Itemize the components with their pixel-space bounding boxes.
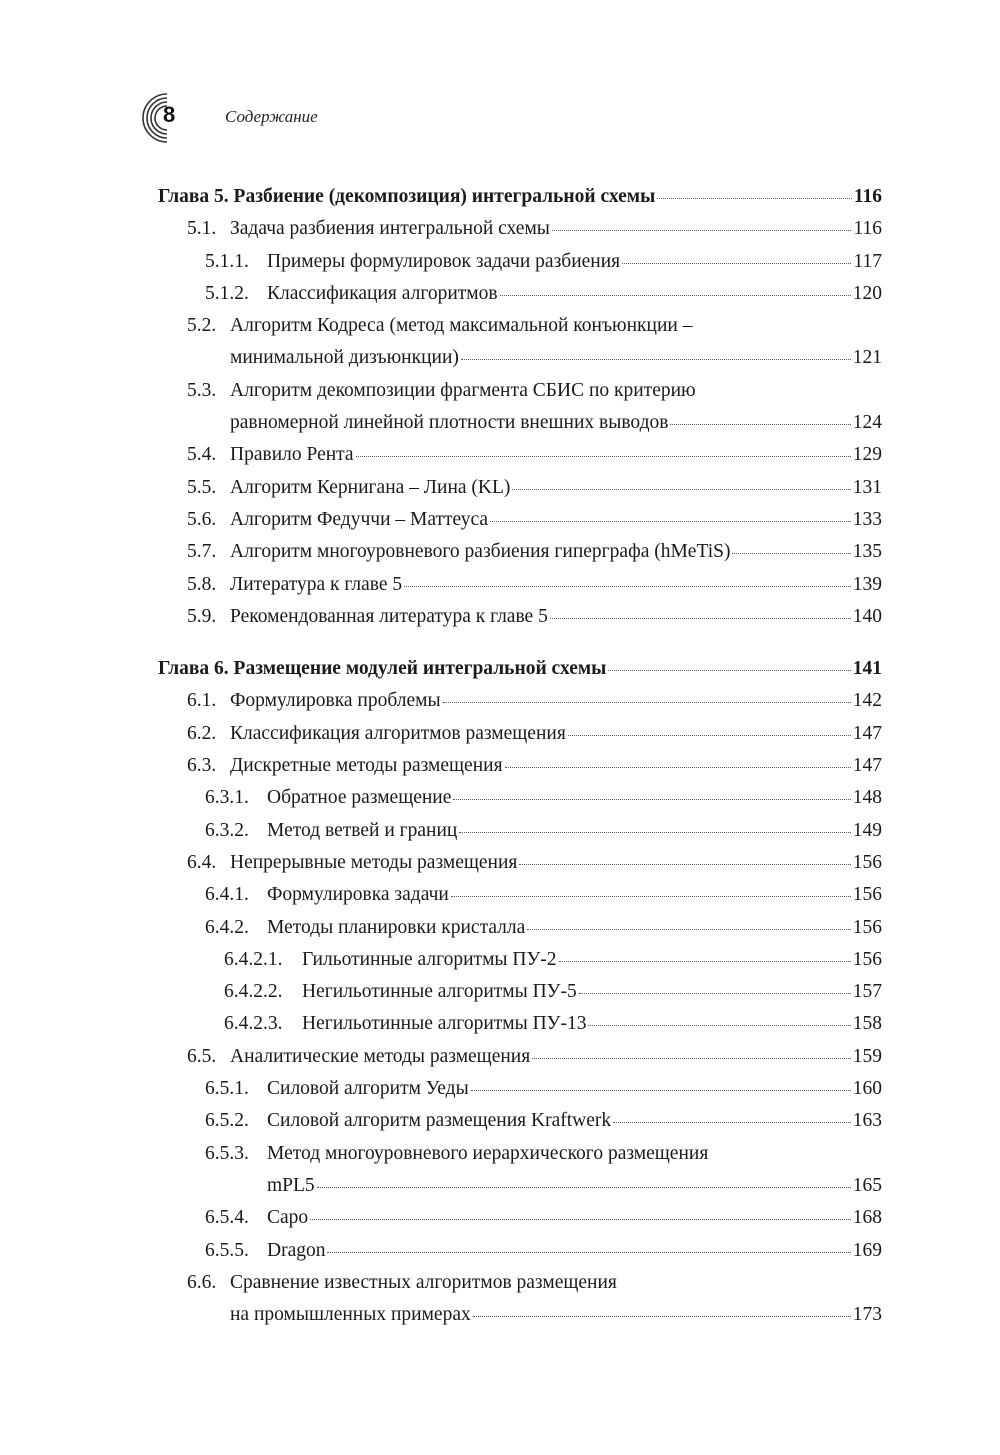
toc-entry-number: 6.3.2. bbox=[205, 819, 249, 841]
toc-page-number: 140 bbox=[852, 605, 882, 627]
toc-entry[interactable] bbox=[158, 278, 882, 310]
toc-entry-title: Аналитические методы размещения bbox=[230, 1045, 531, 1067]
toc-entry[interactable] bbox=[158, 944, 882, 976]
dot-leader bbox=[670, 424, 850, 425]
toc-entry-title: Непрерывные методы размещения bbox=[230, 851, 518, 873]
toc-entry-number: 6.5.3. bbox=[205, 1142, 249, 1164]
toc-entry-title: Метод многоуровневого иерархического размещения bbox=[267, 1142, 709, 1164]
page-number: 8 bbox=[163, 102, 176, 127]
toc-entry[interactable] bbox=[158, 601, 882, 633]
toc-entry-number: 6.4.2. bbox=[205, 916, 249, 938]
toc-page-number: 141 bbox=[852, 658, 882, 680]
toc-entry-title: Силовой алгоритм размещения Kraftwerk bbox=[267, 1110, 612, 1132]
toc-page-number: 133 bbox=[852, 508, 882, 530]
toc-page-number: 173 bbox=[852, 1304, 882, 1326]
toc-entry-number: 5.1. bbox=[187, 218, 217, 240]
toc-entry-title: Формулировка задачи bbox=[267, 884, 449, 906]
toc-entry[interactable] bbox=[158, 782, 882, 814]
dot-leader bbox=[579, 993, 851, 994]
toc-entry-number: 6.5.5. bbox=[205, 1239, 249, 1261]
toc-entry-title: Глава 6. Размещение модулей интегральной схемы bbox=[158, 658, 607, 680]
toc-page-number: 165 bbox=[852, 1174, 882, 1196]
toc-entry-title: Литература к главе 5 bbox=[230, 573, 403, 595]
toc-entry-title: Примеры формулировок задачи разбиения bbox=[267, 250, 621, 272]
toc-page-number: 159 bbox=[852, 1045, 882, 1067]
toc-entry-number: 5.2. bbox=[187, 315, 217, 337]
toc-entry[interactable] bbox=[158, 879, 882, 911]
toc-chapter[interactable] bbox=[158, 181, 882, 213]
toc-page-number: 148 bbox=[852, 787, 882, 809]
toc-page-number: 169 bbox=[852, 1239, 882, 1261]
toc-page-number: 156 bbox=[852, 884, 882, 906]
toc-entry-title: Dragon bbox=[267, 1239, 326, 1261]
dot-leader bbox=[453, 799, 850, 800]
toc-page-number: 116 bbox=[853, 218, 882, 240]
dot-leader bbox=[732, 553, 850, 554]
toc-entry-number: 6.4.1. bbox=[205, 884, 249, 906]
toc-page-number: 135 bbox=[852, 541, 882, 563]
toc-entry[interactable] bbox=[158, 815, 882, 847]
toc-page-number: 129 bbox=[852, 444, 882, 466]
toc-entry[interactable] bbox=[158, 246, 882, 278]
toc-entry-title: на промышленных примерах bbox=[230, 1304, 471, 1326]
dot-leader bbox=[317, 1187, 851, 1188]
toc-entry-title: Правило Рента bbox=[230, 444, 354, 466]
toc-entry[interactable] bbox=[158, 569, 882, 601]
dot-leader bbox=[461, 359, 851, 360]
toc-entry-number: 6.4.2.1. bbox=[224, 948, 283, 970]
table-of-contents bbox=[158, 181, 882, 1331]
toc-entry-title: Дискретные методы размещения bbox=[230, 755, 503, 777]
toc-entry-number: 5.6. bbox=[187, 508, 217, 530]
toc-entry-title: минимальной дизъюнкции) bbox=[230, 347, 459, 369]
toc-entry[interactable] bbox=[158, 213, 882, 245]
toc-page-number: 157 bbox=[852, 981, 882, 1003]
toc-entry[interactable] bbox=[158, 504, 882, 536]
dot-leader bbox=[505, 767, 851, 768]
toc-entry-title: Негильотинные алгоритмы ПУ-5 bbox=[302, 981, 577, 1003]
dot-leader bbox=[622, 263, 851, 264]
dot-leader bbox=[459, 832, 850, 833]
dot-leader bbox=[527, 929, 850, 930]
toc-entry-title: Силовой алгоритм Уеды bbox=[267, 1078, 469, 1100]
toc-entry[interactable] bbox=[158, 1008, 882, 1040]
toc-page-number: 156 bbox=[852, 948, 882, 970]
toc-entry-title: Сравнение известных алгоритмов размещения bbox=[230, 1271, 617, 1293]
toc-page-number: 147 bbox=[852, 722, 882, 744]
dot-leader bbox=[404, 586, 851, 587]
dot-leader bbox=[327, 1252, 850, 1253]
toc-page-number: 156 bbox=[852, 851, 882, 873]
toc-entry-title: Обратное размещение bbox=[267, 787, 452, 809]
toc-entry-number: 6.4.2.2. bbox=[224, 981, 283, 1003]
toc-entry-title: Классификация алгоритмов размещения bbox=[230, 722, 566, 744]
toc-page-number: 121 bbox=[852, 347, 882, 369]
toc-page-number: 116 bbox=[853, 186, 882, 207]
toc-entry-title: Задача разбиения интегральной схемы bbox=[230, 218, 550, 240]
dot-leader bbox=[588, 1025, 850, 1026]
toc-entry[interactable] bbox=[158, 912, 882, 944]
toc-page-number: 168 bbox=[852, 1207, 882, 1229]
toc-entry-number: 6.4.2.3. bbox=[224, 1013, 283, 1035]
toc-entry[interactable] bbox=[158, 685, 882, 717]
concentric-arcs-icon bbox=[127, 90, 187, 146]
toc-entry[interactable] bbox=[158, 750, 882, 782]
toc-entry-number: 5.3. bbox=[187, 379, 217, 401]
dot-leader bbox=[559, 961, 851, 962]
toc-entry-title: Негильотинные алгоритмы ПУ-13 bbox=[302, 1013, 587, 1035]
toc-entry[interactable] bbox=[158, 1041, 882, 1073]
toc-page-number: 147 bbox=[852, 755, 882, 777]
toc-entry[interactable] bbox=[158, 439, 882, 471]
toc-entry-number: 5.8. bbox=[187, 573, 217, 595]
toc-entry-number: 6.5.4. bbox=[205, 1207, 249, 1229]
dot-leader bbox=[532, 1058, 851, 1059]
dot-leader bbox=[490, 521, 851, 522]
toc-entry-title: Глава 5. Разбиение (декомпозиция) интегральной схемы bbox=[158, 186, 656, 207]
toc-entry-number: 6.3. bbox=[187, 755, 217, 777]
toc-entry[interactable] bbox=[158, 847, 882, 879]
toc-entry-title: Формулировка проблемы bbox=[230, 690, 441, 712]
toc-entry[interactable] bbox=[158, 1073, 882, 1105]
dot-leader bbox=[519, 864, 850, 865]
toc-entry-number: 6.5. bbox=[187, 1045, 217, 1067]
dot-leader bbox=[473, 1316, 851, 1317]
toc-entry-title: mPL5 bbox=[267, 1174, 315, 1196]
dot-leader bbox=[451, 896, 851, 897]
toc-entry-number: 6.4. bbox=[187, 851, 217, 873]
dot-leader bbox=[356, 456, 851, 457]
dot-leader bbox=[608, 670, 850, 671]
toc-entry-title: Классификация алгоритмов bbox=[267, 282, 498, 304]
toc-entry-number: 5.9. bbox=[187, 605, 217, 627]
toc-entry[interactable] bbox=[158, 1138, 882, 1203]
toc-entry-number: 6.3.1. bbox=[205, 787, 249, 809]
toc-entry-number: 5.7. bbox=[187, 541, 217, 563]
toc-entry-title: Методы планировки кристалла bbox=[267, 916, 526, 938]
toc-entry[interactable] bbox=[158, 1235, 882, 1267]
toc-entry-number: 6.5.1. bbox=[205, 1078, 249, 1100]
toc-page-number: 142 bbox=[852, 690, 882, 712]
toc-entry-title: Рекомендованная литература к главе 5 bbox=[230, 605, 548, 627]
toc-entry-title: Capo bbox=[267, 1207, 309, 1229]
toc-entry[interactable] bbox=[158, 1267, 882, 1332]
dot-leader bbox=[310, 1219, 851, 1220]
running-title: Содержание bbox=[225, 107, 318, 126]
toc-entry[interactable] bbox=[158, 976, 882, 1008]
toc-page-number: 158 bbox=[852, 1013, 882, 1035]
toc-entry[interactable] bbox=[158, 472, 882, 504]
toc-entry-title: Алгоритм многоуровневого разбиения гиперграфа (hMeTiS) bbox=[230, 541, 731, 563]
toc-entry-number: 5.1.1. bbox=[205, 250, 249, 272]
toc-page-number: 124 bbox=[852, 412, 882, 434]
toc-entry-number: 6.1. bbox=[187, 690, 217, 712]
toc-entry-number: 5.4. bbox=[187, 444, 217, 466]
toc-entry[interactable] bbox=[158, 718, 882, 750]
toc-entry[interactable] bbox=[158, 375, 882, 440]
toc-entry-title: Алгоритм Федуччи – Маттеуса bbox=[230, 508, 489, 530]
toc-page-number: 149 bbox=[852, 819, 882, 841]
toc-entry-title: Алгоритм Кернигана – Лина (KL) bbox=[230, 476, 511, 498]
dot-leader bbox=[471, 1090, 851, 1091]
page-header bbox=[127, 90, 427, 150]
toc-entry-number: 6.2. bbox=[187, 722, 217, 744]
dot-leader bbox=[657, 198, 852, 199]
toc-entry-title: Алгоритм Кодреса (метод максимальной конъюнкции – bbox=[230, 315, 693, 337]
toc-page-number: 160 bbox=[852, 1078, 882, 1100]
toc-entry[interactable] bbox=[158, 1105, 882, 1137]
toc-entry-number: 6.5.2. bbox=[205, 1110, 249, 1132]
toc-entry-title: Гильотинные алгоритмы ПУ-2 bbox=[302, 948, 557, 970]
toc-chapter[interactable] bbox=[158, 653, 882, 685]
dot-leader bbox=[568, 735, 851, 736]
toc-page-number: 156 bbox=[852, 916, 882, 938]
toc-entry[interactable] bbox=[158, 310, 882, 375]
dot-leader bbox=[500, 295, 851, 296]
toc-entry[interactable] bbox=[158, 1202, 882, 1234]
toc-entry-number: 6.6. bbox=[187, 1271, 217, 1293]
toc-entry-number: 5.5. bbox=[187, 476, 217, 498]
toc-page-number: 163 bbox=[852, 1110, 882, 1132]
dot-leader bbox=[550, 618, 851, 619]
toc-entry-title: равномерной линейной плотности внешних выводов bbox=[230, 412, 669, 434]
dot-leader bbox=[613, 1122, 851, 1123]
dot-leader bbox=[512, 489, 850, 490]
toc-page-number: 131 bbox=[852, 476, 882, 498]
toc-page-number: 120 bbox=[852, 282, 882, 304]
toc-entry-title: Метод ветвей и границ bbox=[267, 819, 458, 841]
toc-page-number: 117 bbox=[853, 250, 882, 272]
toc-entry-number: 5.1.2. bbox=[205, 282, 249, 304]
toc-entry[interactable] bbox=[158, 536, 882, 568]
dot-leader bbox=[552, 230, 852, 231]
toc-entry-title: Алгоритм декомпозиции фрагмента СБИС по критерию bbox=[230, 379, 696, 401]
dot-leader bbox=[443, 702, 851, 703]
toc-page-number: 139 bbox=[852, 573, 882, 595]
